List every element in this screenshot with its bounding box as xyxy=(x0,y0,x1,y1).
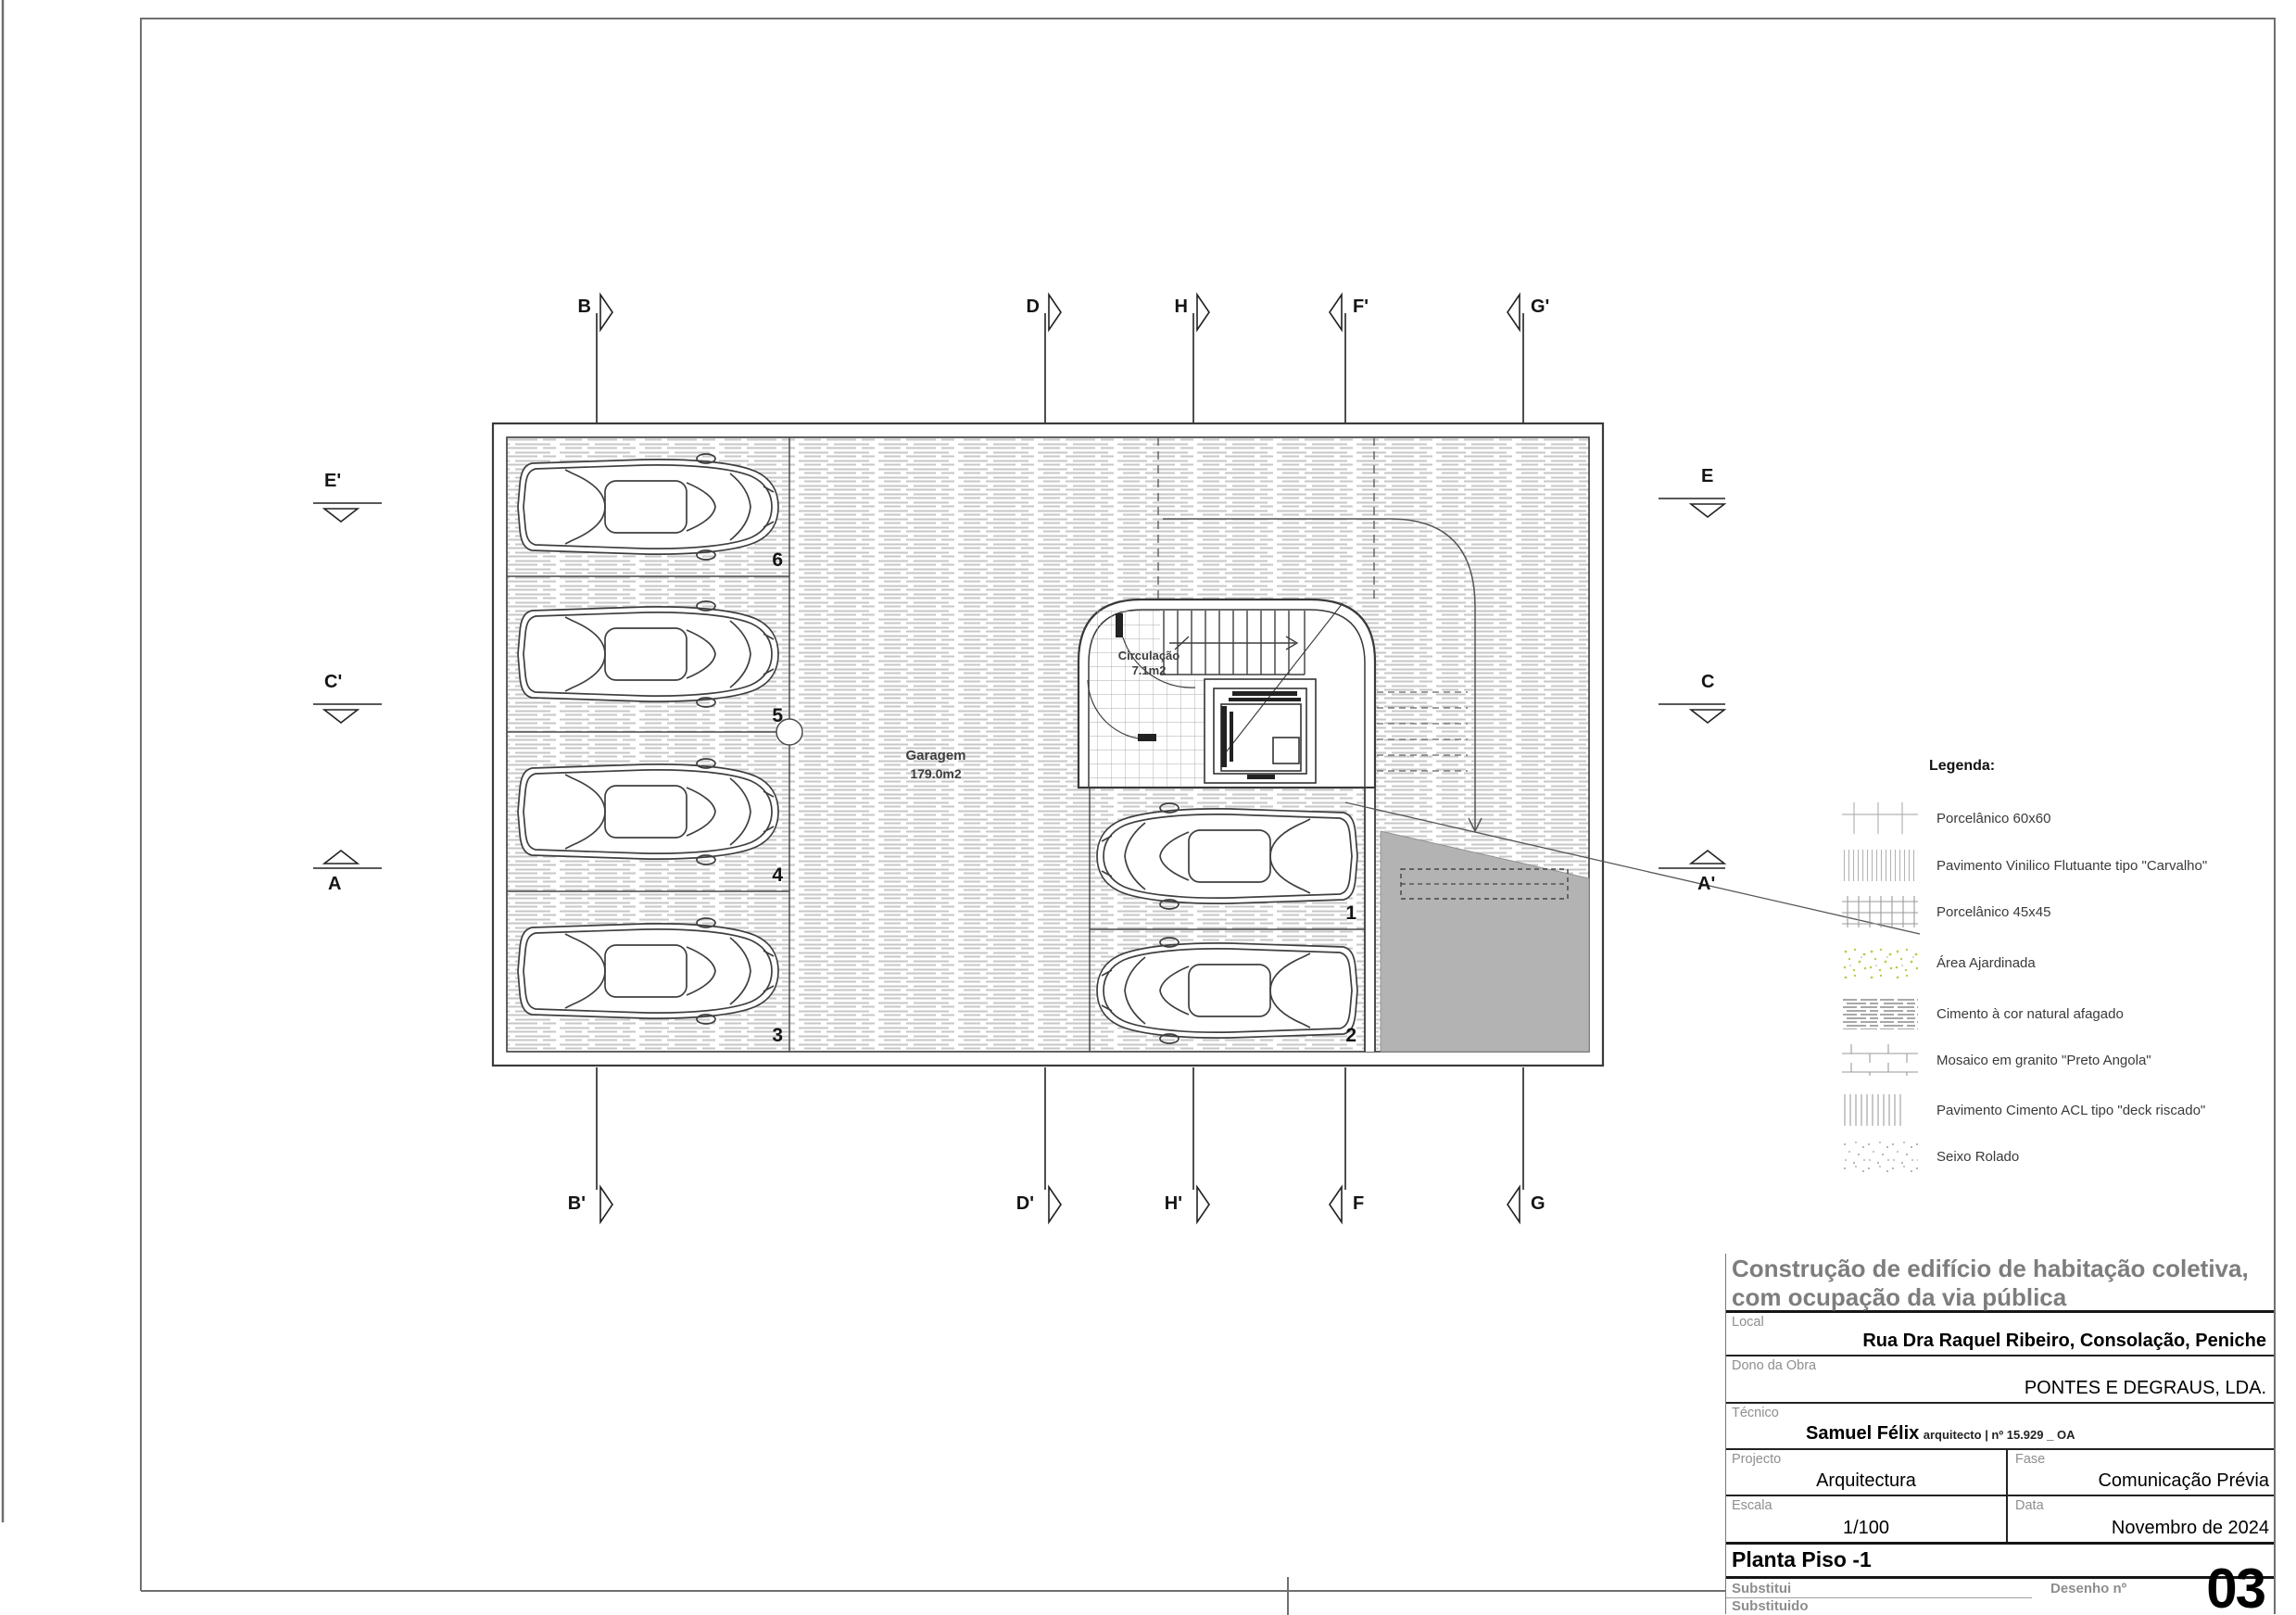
cell-projecto xyxy=(1726,1450,2006,1495)
project-title xyxy=(1726,1254,2274,1313)
cell-data xyxy=(2006,1496,2274,1542)
stall-number-2: 2 xyxy=(1345,1025,1356,1046)
legend-item xyxy=(1842,801,2050,835)
tecnico-value xyxy=(1806,1423,2075,1445)
desenho-label: Desenho nº xyxy=(2050,1581,2127,1596)
fase-label: Fase xyxy=(2015,1452,2046,1467)
stall-number-3: 3 xyxy=(772,1025,783,1046)
stall-number-6: 6 xyxy=(772,549,783,571)
stall-number-1: 1 xyxy=(1345,902,1356,924)
section-label-d: D xyxy=(1026,297,1040,317)
circulation-area: 7.1m2 xyxy=(1131,663,1167,677)
legend-item xyxy=(1842,1140,2019,1173)
drawing-name: Planta Piso -1 xyxy=(1732,1547,1872,1571)
legend-label: Área Ajardinada xyxy=(1936,954,2036,971)
tecnico-label: Técnico xyxy=(1732,1406,1779,1420)
stall-number-4: 4 xyxy=(772,864,783,886)
legend-label: Pavimento Vinilico Flutuante tipo "Carvalho" xyxy=(1936,857,2208,874)
desenho-number: 03 xyxy=(2206,1558,2264,1615)
field-dono-da-obra xyxy=(1726,1356,2274,1404)
stall-number-5: 5 xyxy=(772,705,783,726)
section-label-c: C xyxy=(1701,672,1715,692)
local-label: Local xyxy=(1732,1315,1764,1330)
field-projecto-fase xyxy=(1726,1450,2274,1496)
tecnico-credentials: arquitecto | nº 15.929 _ OA xyxy=(1923,1428,2075,1442)
section-label-f: F xyxy=(1353,1193,1365,1214)
project-title-line2: com ocupação da via pública xyxy=(1732,1283,2067,1311)
field-escala-data xyxy=(1726,1496,2274,1545)
field-drawing-name xyxy=(1726,1545,2274,1579)
swatch-horizontal-streaks-icon xyxy=(1842,998,1918,1029)
projecto-value: Arquitectura xyxy=(1816,1470,1916,1491)
cell-escala xyxy=(1726,1496,2006,1542)
legend-label: Mosaico em granito "Preto Angola" xyxy=(1936,1052,2151,1068)
section-label-e-prime: E' xyxy=(324,471,342,491)
swatch-grid-sparse-icon xyxy=(1842,802,1918,834)
legend-label: Pavimento Cimento ACL tipo "deck riscado" xyxy=(1936,1102,2206,1118)
legend-item xyxy=(1842,946,2036,979)
section-label-e: E xyxy=(1701,466,1714,486)
legend-item xyxy=(1842,1043,2151,1077)
circulation-room-label xyxy=(1097,649,1201,678)
section-label-f-prime: F' xyxy=(1353,297,1369,317)
swatch-green-speckle-icon xyxy=(1842,947,1918,978)
legend-item xyxy=(1842,997,2124,1030)
tecnico-name: Samuel Félix xyxy=(1806,1423,1920,1444)
swatch-vertical-lines-icon xyxy=(1842,850,1918,881)
section-label-c-prime: C' xyxy=(324,672,343,692)
swatch-grid-dense-icon xyxy=(1842,896,1918,927)
fase-value: Comunicação Prévia xyxy=(2098,1470,2269,1491)
dono-value: PONTES E DEGRAUS, LDA. xyxy=(2024,1378,2266,1398)
section-label-g-prime: G' xyxy=(1531,297,1550,317)
project-title-line1: Construção de edifício de habitação coletiva, xyxy=(1732,1255,2249,1282)
legend-item xyxy=(1842,1093,2205,1127)
title-block xyxy=(1725,1254,2274,1614)
section-label-g: G xyxy=(1531,1193,1545,1214)
swatch-stone-joints-icon xyxy=(1842,1044,1918,1076)
dono-label: Dono da Obra xyxy=(1732,1358,1817,1373)
circulation-name: Circulação xyxy=(1117,649,1180,662)
legend-label: Porcelânico 45x45 xyxy=(1936,903,2051,920)
local-value: Rua Dra Raquel Ribeiro, Consolação, Peniche xyxy=(1862,1331,2266,1351)
section-label-b: B xyxy=(577,297,591,317)
field-tecnico xyxy=(1726,1404,2274,1450)
legend-item xyxy=(1842,849,2207,882)
section-label-h-prime: H' xyxy=(1164,1193,1182,1214)
projecto-label: Projecto xyxy=(1732,1452,1782,1467)
substitui-label: Substitui xyxy=(1732,1581,1792,1596)
escala-value: 1/100 xyxy=(1842,1518,1890,1538)
data-value: Novembro de 2024 xyxy=(2111,1518,2269,1538)
legend-label: Porcelânico 60x60 xyxy=(1936,810,2051,826)
data-label: Data xyxy=(2015,1498,2044,1513)
field-local xyxy=(1726,1313,2274,1356)
section-label-a-prime: A' xyxy=(1697,874,1716,894)
legend-title: Legenda: xyxy=(1929,758,1996,774)
legend-label: Seixo Rolado xyxy=(1936,1148,2020,1165)
cell-fase xyxy=(2006,1450,2274,1495)
swatch-dot-scatter-icon xyxy=(1842,1141,1918,1172)
section-label-h: H xyxy=(1174,297,1188,317)
substituido-label: Substituido xyxy=(1732,1598,1809,1614)
garage-area: 179.0m2 xyxy=(910,766,962,781)
ramp-wall xyxy=(1365,788,1375,1052)
garage-room-label xyxy=(862,747,1010,782)
section-label-b-prime: B' xyxy=(567,1193,586,1214)
garage-name: Garagem xyxy=(905,748,966,763)
legend-item xyxy=(1842,895,2050,928)
section-label-a: A xyxy=(328,874,342,894)
legend-label: Cimento à cor natural afagado xyxy=(1936,1005,2124,1022)
escala-label: Escala xyxy=(1732,1498,1772,1513)
section-label-d-prime: D' xyxy=(1016,1193,1034,1214)
swatch-deck-lines-icon xyxy=(1842,1094,1918,1126)
